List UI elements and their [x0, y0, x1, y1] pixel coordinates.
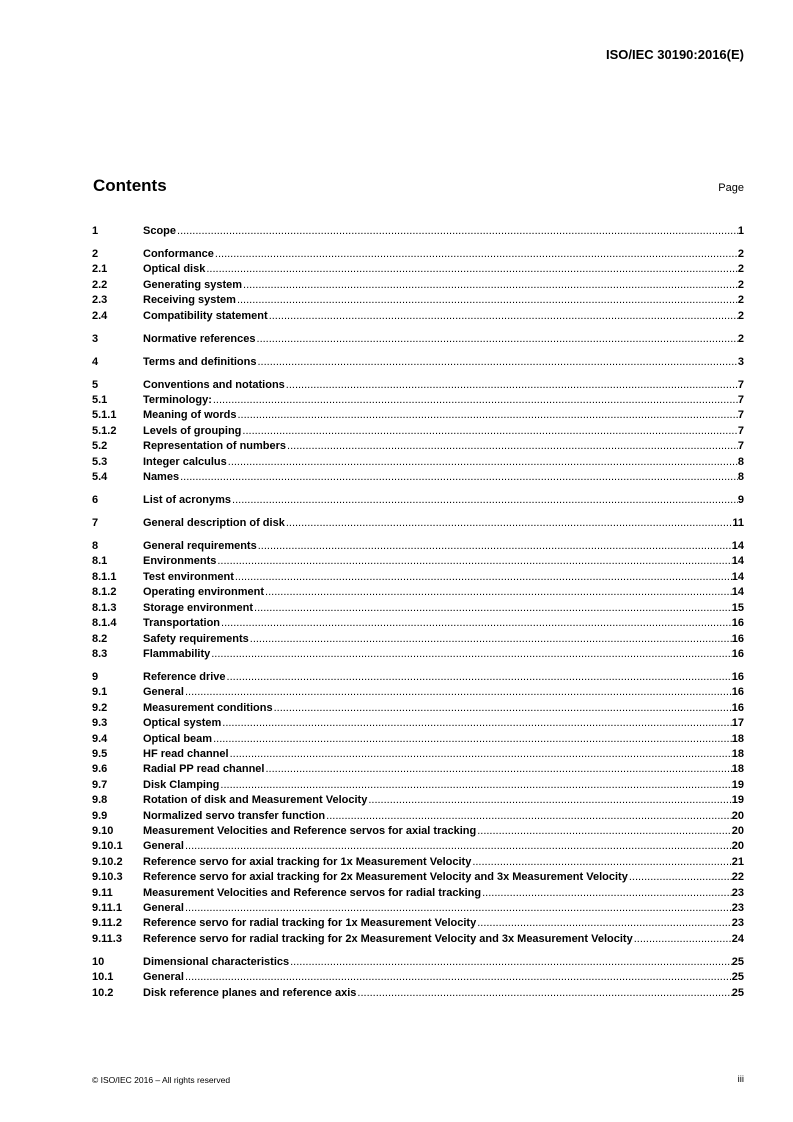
- toc-entry[interactable]: [92, 493, 744, 508]
- toc-entry-page: 20: [731, 840, 744, 853]
- toc-entry-number: 5.1: [92, 394, 108, 407]
- toc-entry-page: 2: [737, 248, 744, 260]
- toc-entry-number: 9.11.3: [92, 932, 122, 945]
- toc-entry-title[interactable]: HF read channel .....: [143, 748, 229, 760]
- toc-entry-number: 5.1.1: [92, 409, 117, 422]
- toc-entry-content: [143, 616, 732, 631]
- toc-entry-page: 7: [737, 409, 744, 422]
- toc-entry-content: [143, 293, 738, 308]
- toc-entry-content: [143, 701, 732, 716]
- toc-entry-title[interactable]: Reference servo for radial tracking for 2x Measurement Velocity and 3x Measurement Velocity .....: [143, 933, 633, 945]
- toc-entry-content: [143, 393, 738, 408]
- toc-entry-number: 9.11.1: [92, 902, 122, 914]
- toc-entry-title[interactable]: Conventions and notations .....: [143, 379, 285, 391]
- toc-entry-content: [143, 886, 732, 901]
- toc-entry-content: [143, 570, 732, 585]
- toc-entry-content: [143, 355, 738, 370]
- toc-entry-number: 6: [92, 494, 99, 507]
- toc-entry-page: 16: [731, 701, 744, 714]
- document-id-header: ISO/IEC 30190:2016(E): [605, 47, 744, 62]
- toc-entry[interactable]: [92, 793, 744, 808]
- toc-entry-number: 10.2: [92, 986, 114, 999]
- toc-entry-title[interactable]: Measurement Velocities and Reference servos for axial tracking .....: [143, 825, 476, 837]
- toc-entry-title[interactable]: Optical system .....: [143, 717, 221, 729]
- toc-entry-number: 9.1: [92, 686, 108, 699]
- toc-entry-number: 9.9: [92, 809, 108, 822]
- toc-entry[interactable]: [92, 408, 744, 423]
- toc-entry[interactable]: [92, 424, 744, 439]
- toc-entry-page: 20: [731, 824, 744, 837]
- toc-entry-number: 5: [92, 378, 99, 391]
- toc-entry-page: 16: [731, 617, 744, 630]
- toc-entry-content: [143, 262, 738, 277]
- toc-entry-content: [143, 955, 732, 970]
- toc-entry-content: [143, 247, 738, 262]
- toc-entry-title[interactable]: Levels of grouping .....: [143, 425, 241, 437]
- toc-entry-page: 1: [737, 225, 744, 237]
- toc-entry[interactable]: [92, 685, 744, 700]
- page-column-label: Page: [718, 182, 744, 194]
- toc-entry-content: [143, 793, 732, 808]
- toc-entry-title[interactable]: Safety requirements .....: [143, 633, 249, 645]
- toc-group: [92, 332, 744, 347]
- toc-entry-page: 17: [731, 717, 744, 730]
- toc-entry-page: 22: [731, 871, 744, 884]
- toc-group: [92, 224, 744, 239]
- toc-entry-title[interactable]: Integer calculus .....: [143, 456, 227, 468]
- toc-entry-content: [143, 470, 738, 485]
- toc-entry-content: [143, 986, 732, 1001]
- toc-entry[interactable]: [92, 716, 744, 731]
- toc-entry-content: [143, 932, 732, 947]
- toc-entry-page: 2: [737, 263, 744, 276]
- toc-entry-number: 9.3: [92, 717, 108, 730]
- toc-entry-number: 9.6: [92, 763, 108, 776]
- toc-entry[interactable]: [92, 886, 744, 901]
- toc-entry[interactable]: [92, 701, 744, 716]
- toc-entry[interactable]: [92, 601, 744, 616]
- toc-entry-number: 8.1: [92, 555, 108, 568]
- contents-heading: Contents: [93, 176, 167, 195]
- toc-entry-content: [143, 554, 732, 569]
- toc-entry-content: [143, 970, 732, 985]
- toc-entry-content: [143, 516, 732, 531]
- toc-entry-title[interactable]: Optical disk .....: [143, 263, 205, 275]
- toc-entry-title[interactable]: Measurement Velocities and Reference servos for radial tracking .....: [143, 887, 481, 899]
- toc-entry[interactable]: [92, 332, 744, 347]
- toc-entry[interactable]: [92, 901, 744, 916]
- toc-entry[interactable]: [92, 278, 744, 293]
- copyright-footer: © ISO/IEC 2016 – All rights reserved: [92, 1075, 231, 1085]
- toc-entry-title[interactable]: Transportation .....: [143, 617, 220, 629]
- toc-entry-page: 15: [731, 601, 744, 614]
- toc-entry-number: 8.1.2: [92, 586, 117, 599]
- toc-entry-number: 2.1: [92, 263, 108, 276]
- toc-entry[interactable]: [92, 470, 744, 485]
- toc-entry-number: 9.10: [92, 824, 114, 837]
- toc-entry-page: 9: [737, 494, 744, 507]
- toc-entry-page: 16: [731, 670, 744, 683]
- toc-entry-title[interactable]: Normalized servo transfer function .....: [143, 810, 325, 822]
- toc-entry[interactable]: [92, 824, 744, 839]
- toc-entry-content: [143, 585, 732, 600]
- toc-entry-page: 19: [731, 794, 744, 807]
- toc-entry[interactable]: [92, 262, 744, 277]
- toc-group: [92, 539, 744, 662]
- toc-entry-content: [143, 278, 738, 293]
- toc-entry[interactable]: [92, 955, 744, 970]
- toc-entry-page: 7: [737, 424, 744, 437]
- toc-entry-page: 21: [731, 855, 744, 868]
- toc-entry[interactable]: [92, 539, 744, 554]
- toc-entry-number: 2.2: [92, 278, 108, 291]
- toc-entry-page: 8: [737, 455, 744, 468]
- toc-entry-title[interactable]: General .....: [143, 971, 184, 983]
- toc-entry-content: [143, 732, 732, 747]
- toc-entry-content: [143, 493, 738, 508]
- toc-entry[interactable]: [92, 570, 744, 585]
- toc-entry-page: 11: [732, 517, 744, 530]
- toc-entry-page: 18: [731, 732, 744, 745]
- toc-group: [92, 493, 744, 508]
- toc-entry-number: 2.3: [92, 294, 108, 307]
- toc-group: [92, 516, 744, 531]
- toc-entry[interactable]: [92, 986, 744, 1001]
- toc-entry[interactable]: [92, 839, 744, 854]
- toc-entry-page: 16: [731, 647, 744, 660]
- toc-entry-content: [143, 647, 732, 662]
- toc-entry[interactable]: [92, 247, 744, 262]
- toc-entry[interactable]: [92, 670, 744, 685]
- toc-entry-page: 25: [731, 986, 744, 999]
- toc-entry[interactable]: [92, 632, 744, 647]
- toc-entry-title[interactable]: Test environment .....: [143, 571, 234, 583]
- toc-entry-title[interactable]: Reference servo for axial tracking for 2x Measurement Velocity and 3x Measurement Velocity .....: [143, 871, 628, 883]
- toc-entry[interactable]: [92, 616, 744, 631]
- toc-entry-page: 3: [737, 355, 744, 368]
- toc-entry-page: 14: [731, 586, 744, 599]
- toc-entry-page: 24: [731, 932, 744, 945]
- toc-entry-page: 7: [737, 378, 744, 391]
- toc-entry-number: 8.2: [92, 632, 108, 645]
- toc-entry[interactable]: [92, 970, 744, 985]
- toc-entry-content: [143, 839, 732, 854]
- toc-entry-title[interactable]: Reference servo for axial tracking for 1x Measurement Velocity .....: [143, 856, 471, 868]
- toc-entry-title[interactable]: Conformance .....: [143, 248, 214, 260]
- toc-entry-title[interactable]: Scope .....: [143, 225, 176, 237]
- toc-entry-page: 14: [731, 555, 744, 568]
- toc-entry-content: [143, 670, 732, 685]
- toc-entry-title[interactable]: List of acronyms .....: [143, 494, 231, 506]
- toc-entry-content: [143, 901, 732, 916]
- toc-entry-page: 23: [731, 902, 744, 914]
- toc-entry-number: 10: [92, 955, 105, 968]
- toc-entry[interactable]: [92, 870, 744, 885]
- toc-entry-title[interactable]: Operating environment .....: [143, 586, 264, 598]
- toc-entry-number: 9.11: [92, 886, 113, 899]
- toc-entry-number: 1: [92, 225, 99, 237]
- toc-entry-page: 18: [731, 747, 744, 760]
- toc-entry-number: 2.4: [92, 309, 108, 322]
- toc-entry[interactable]: [92, 809, 744, 824]
- toc-entry-number: 5.2: [92, 440, 108, 453]
- toc-entry-content: [143, 601, 732, 616]
- toc-entry[interactable]: [92, 293, 744, 308]
- toc-entry-title[interactable]: Compatibility statement .....: [143, 310, 268, 322]
- toc-entry-content: [143, 439, 738, 454]
- toc-group: [92, 955, 744, 1001]
- toc-entry-title[interactable]: General description of disk .....: [143, 517, 285, 529]
- toc-entry-content: [143, 309, 738, 324]
- toc-entry-number: 9.10.1: [92, 840, 123, 853]
- toc-group: [92, 247, 744, 324]
- toc-entry-title[interactable]: Storage environment .....: [143, 602, 253, 614]
- toc-entry-title[interactable]: General .....: [143, 686, 184, 698]
- toc-entry-title[interactable]: Meaning of words .....: [143, 409, 237, 421]
- toc-entry-content: [143, 855, 732, 870]
- toc-entry-page: 7: [737, 394, 744, 407]
- toc-entry-content: [143, 747, 732, 762]
- toc-entry-number: 4: [92, 355, 99, 368]
- toc-entry-title[interactable]: Optical beam .....: [143, 733, 212, 745]
- toc-entry-number: 8.1.4: [92, 617, 117, 630]
- toc-entry-number: 9.10.2: [92, 855, 123, 868]
- toc-entry-title[interactable]: Receiving system .....: [143, 294, 236, 306]
- toc-entry-number: 8: [92, 540, 99, 553]
- toc-entry-content: [143, 224, 738, 239]
- toc-entry-content: [143, 378, 738, 393]
- toc-entry-page: 7: [737, 440, 744, 453]
- toc-entry-number: 9: [92, 670, 99, 683]
- toc-entry-number: 9.8: [92, 794, 108, 807]
- toc-entry-content: [143, 408, 738, 423]
- toc-entry-title[interactable]: Reference drive .....: [143, 671, 226, 683]
- toc-entry[interactable]: [92, 224, 744, 239]
- toc-entry[interactable]: [92, 455, 744, 470]
- toc-entry-content: [143, 824, 732, 839]
- toc-entry-title[interactable]: Reference servo for radial tracking for 1x Measurement Velocity .....: [143, 917, 476, 929]
- toc-entry-content: [143, 809, 732, 824]
- toc-entry-title[interactable]: Radial PP read channel .....: [143, 763, 264, 775]
- table-of-contents: [92, 224, 744, 1009]
- toc-entry-content: [143, 332, 738, 347]
- toc-entry-content: [143, 778, 732, 793]
- toc-entry[interactable]: [92, 393, 744, 408]
- toc-entry-title[interactable]: General .....: [143, 840, 184, 852]
- toc-entry-number: 3: [92, 332, 99, 345]
- toc-entry-number: 10.1: [92, 971, 114, 984]
- toc-entry-title[interactable]: Names .....: [143, 471, 179, 483]
- toc-entry-page: 2: [737, 294, 744, 307]
- toc-entry-number: 5.4: [92, 471, 108, 484]
- toc-entry-title[interactable]: Generating system .....: [143, 279, 242, 291]
- toc-entry-title[interactable]: Terminology: .....: [143, 394, 212, 406]
- toc-entry-number: 8.3: [92, 647, 108, 660]
- toc-entry-page: 23: [731, 886, 744, 899]
- toc-entry[interactable]: [92, 932, 744, 947]
- toc-entry[interactable]: [92, 585, 744, 600]
- toc-entry-page: 8: [737, 471, 744, 484]
- toc-entry-page: 23: [731, 917, 744, 930]
- toc-entry-page: 2: [737, 309, 744, 322]
- toc-entry-title[interactable]: Representation of numbers .....: [143, 440, 286, 452]
- toc-entry-page: 14: [731, 540, 744, 553]
- toc-entry-title[interactable]: Disk reference planes and reference axis .....: [143, 987, 356, 999]
- toc-entry[interactable]: [92, 778, 744, 793]
- toc-entry-content: [143, 632, 732, 647]
- toc-entry-page: 25: [731, 955, 744, 968]
- toc-entry-number: 9.10.3: [92, 871, 123, 884]
- toc-entry-title[interactable]: General requirements .....: [143, 540, 257, 552]
- toc-entry-page: 2: [737, 278, 744, 291]
- toc-entry-number: 8.1.3: [92, 601, 117, 614]
- page-number: iii: [737, 1074, 744, 1085]
- toc-entry[interactable]: [92, 916, 744, 931]
- toc-entry[interactable]: [92, 378, 744, 393]
- toc-entry-page: 2: [737, 332, 744, 345]
- toc-entry-number: 7: [92, 517, 99, 530]
- toc-entry-title[interactable]: Dimensional characteristics .....: [143, 956, 289, 968]
- toc-entry-page: 20: [731, 809, 744, 822]
- toc-group: [92, 670, 744, 947]
- toc-entry-content: [143, 762, 732, 777]
- toc-entry-title[interactable]: Environments .....: [143, 555, 216, 567]
- toc-entry-content: [143, 455, 738, 470]
- toc-entry-content: [143, 916, 732, 931]
- toc-group: [92, 378, 744, 486]
- toc-entry-page: 14: [731, 570, 744, 583]
- toc-entry[interactable]: [92, 747, 744, 762]
- toc-entry[interactable]: [92, 355, 744, 370]
- toc-entry-number: 9.7: [92, 778, 108, 791]
- toc-entry[interactable]: [92, 732, 744, 747]
- toc-entry[interactable]: [92, 554, 744, 569]
- toc-group: [92, 355, 744, 370]
- toc-entry-number: 5.3: [92, 455, 108, 468]
- toc-entry-number: 5.1.2: [92, 424, 117, 437]
- toc-entry-content: [143, 716, 732, 731]
- toc-entry-number: 9.2: [92, 701, 108, 714]
- toc-entry-number: 9.5: [92, 747, 108, 760]
- toc-entry-title[interactable]: Normative references .....: [143, 333, 256, 345]
- toc-entry-content: [143, 424, 738, 439]
- toc-entry-page: 19: [731, 778, 744, 791]
- toc-entry-title[interactable]: Terms and definitions .....: [143, 356, 256, 368]
- toc-entry-page: 16: [731, 632, 744, 645]
- toc-entry-content: [143, 685, 732, 700]
- toc-entry[interactable]: [92, 855, 744, 870]
- toc-entry-title[interactable]: Disk Clamping .....: [143, 779, 219, 791]
- toc-entry-number: 8.1.1: [92, 570, 117, 583]
- toc-entry-number: 2: [92, 248, 99, 260]
- toc-entry[interactable]: [92, 762, 744, 777]
- toc-entry[interactable]: [92, 516, 744, 531]
- toc-entry-title[interactable]: General .....: [143, 902, 184, 914]
- toc-entry-title[interactable]: Rotation of disk and Measurement Velocity .....: [143, 794, 367, 806]
- toc-entry-page: 18: [731, 763, 744, 776]
- toc-entry-title[interactable]: Flammability .....: [143, 648, 210, 660]
- toc-entry-number: 9.11.2: [92, 917, 122, 930]
- toc-entry-content: [143, 870, 732, 885]
- toc-entry-number: 9.4: [92, 732, 108, 745]
- toc-entry-page: 25: [731, 971, 744, 984]
- toc-entry[interactable]: [92, 439, 744, 454]
- toc-entry[interactable]: [92, 309, 744, 324]
- toc-entry[interactable]: [92, 647, 744, 662]
- toc-entry-title[interactable]: Measurement conditions .....: [143, 702, 273, 714]
- toc-entry-content: [143, 539, 732, 554]
- toc-entry-page: 16: [731, 686, 744, 699]
